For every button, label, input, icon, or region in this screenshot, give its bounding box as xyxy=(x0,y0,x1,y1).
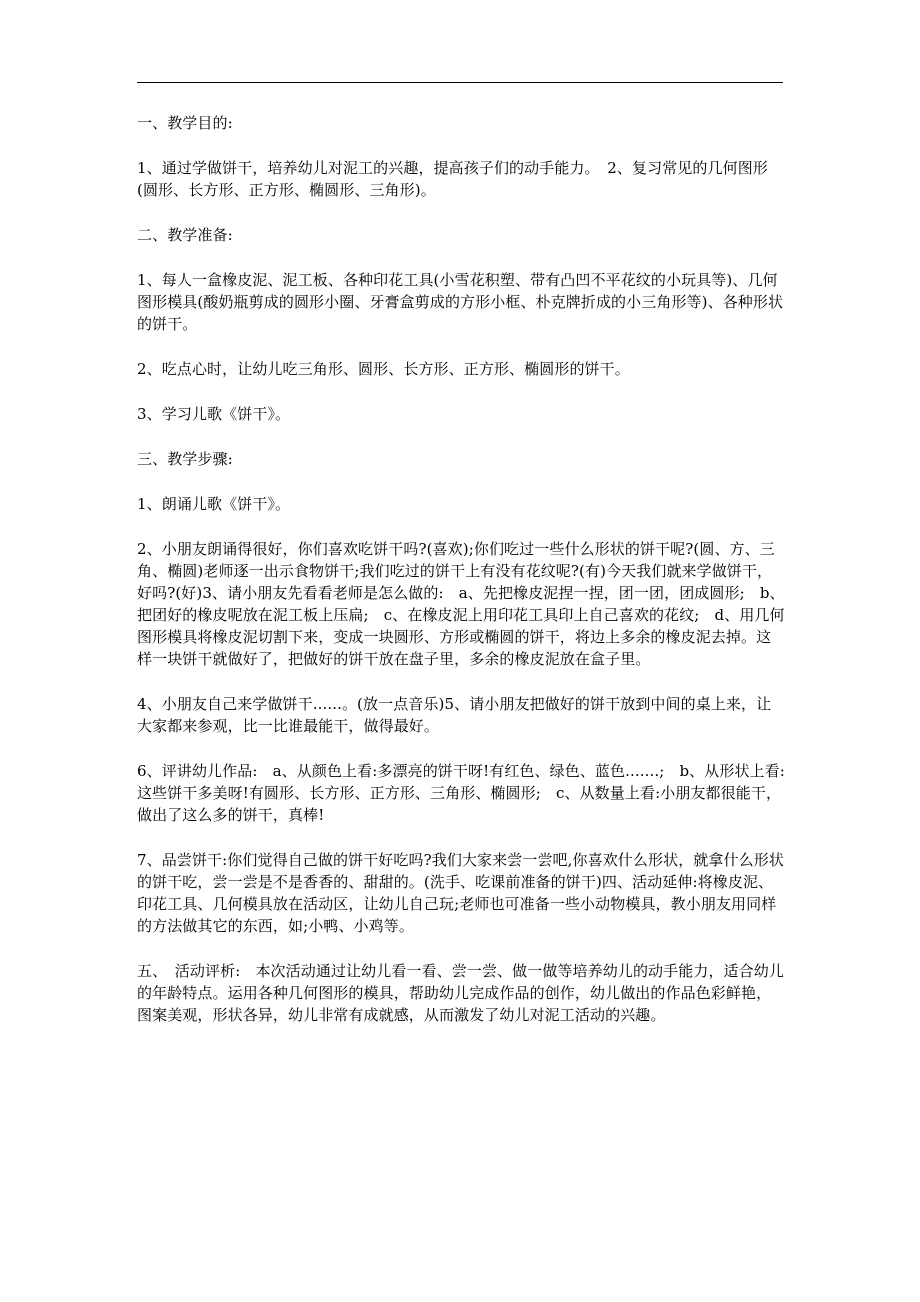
paragraph-preparation-3: 3、学习儿歌《饼干》。 xyxy=(137,405,291,423)
paragraph-preparation-1: 1、每人一盒橡皮泥、泥工板、各种印花工具(小雪花积塑、带有凸凹不平花纹的小玩具等)、几何图形模具(酸奶瓶剪成的圆形小圈、牙膏盒剪成的方形小框、朴克牌折成的小三角形等)、各种形状的饼干。 xyxy=(137,271,784,333)
paragraph-step-2: 2、小朋友朗诵得很好，你们喜欢吃饼干吗?(喜欢);你们吃过一些什么形状的饼干呢?(圆、方、三角、椭圆)老师逐一出示食物饼干;我们吃过的饼干上有没有花纹呢?(有)今天我们就来学做饼干，好吗?(好)3、请小朋友先看看老师是怎么做的: a、先把橡皮泥捏一捏，团一团，团成圆形; b、把团好的橡皮呢放在泥工板上压扁; c、在橡皮泥上用印花工具印上自己喜欢的花纹; d、用几何图形模具将橡皮泥切割下来，变成一块圆形、方形或椭圆的饼干，将边上多余的橡皮泥去掉。这样一块饼干就做好了，把做好的饼干放在盘子里，多余的橡皮泥放在盒子里。 xyxy=(137,540,785,668)
paragraph-objectives: 1、通过学做饼干，培养幼儿对泥工的兴趣，提高孩子们的动手能力。 2、复习常见的几何图形(圆形、长方形、正方形、椭圆形、三角形)。 xyxy=(137,159,768,199)
section-heading-steps: 三、教学步骤: xyxy=(137,450,233,468)
section-heading-preparation: 二、教学准备: xyxy=(137,226,233,244)
paragraph-step-1: 1、朗诵儿歌《饼干》。 xyxy=(137,495,291,513)
paragraph-evaluation: 五、 活动评析: 本次活动通过让幼儿看一看、尝一尝、做一做等培养幼儿的动手能力，适合幼儿的年龄特点。运用各种几何图形的模具，帮助幼儿完成作品的创作，幼儿做出的作品色彩鲜艳，图案美观，形状各异，幼儿非常有成就感，从而激发了幼儿对泥工活动的兴趣。 xyxy=(137,962,784,1024)
document-body xyxy=(137,112,785,1049)
section-heading-objectives: 一、教学目的: xyxy=(137,114,233,132)
paragraph-step-6: 6、评讲幼儿作品: a、从颜色上看:多漂亮的饼干呀!有红色、绿色、蓝色.......; b、从形状上看:这些饼干多美呀!有圆形、长方形、正方形、三角形、椭圆形; c、从数量上看:小朋友都很能干，做出了这么多的饼干，真棒! xyxy=(137,762,785,824)
paragraph-step-4: 4、小朋友自己来学做饼干......。(放一点音乐)5、请小朋友把做好的饼干放到中间的桌上来，让大家都来参观，比一比谁最能干，做得最好。 xyxy=(137,695,772,735)
paragraph-step-7: 7、品尝饼干:你们觉得自己做的饼干好吃吗?我们大家来尝一尝吧,你喜欢什么形状，就拿什么形状的饼干吃，尝一尝是不是香香的、甜甜的。(洗手、吃课前准备的饼干)四、活动延伸:将橡皮泥、印花工具、几何模具放在活动区，让幼儿自己玩;老师也可准备一些小动物模具，教小朋友用同样的方法做其它的东西，如;小鸭、小鸡等。 xyxy=(137,851,784,935)
paragraph-preparation-2: 2、吃点心时，让幼儿吃三角形、圆形、长方形、正方形、椭圆形的饼干。 xyxy=(137,360,630,378)
header-rule xyxy=(137,82,783,83)
